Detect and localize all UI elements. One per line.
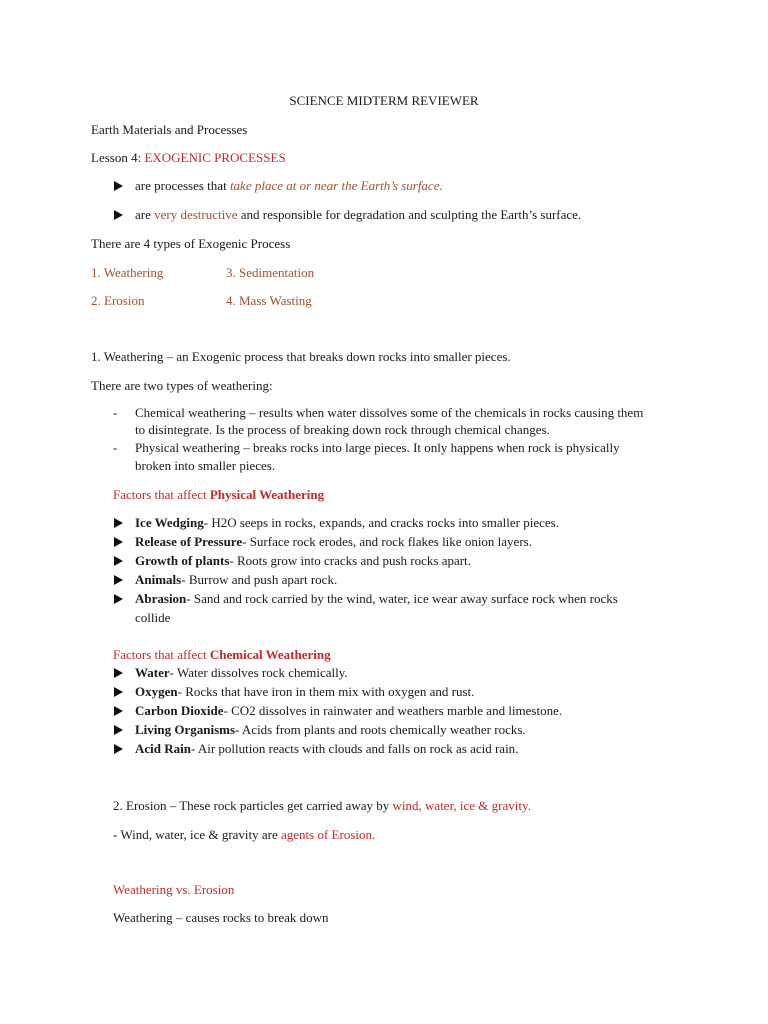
physical-factor (135, 552, 471, 569)
factor-term: Growth of plants (135, 553, 230, 568)
dash-marker: - (113, 405, 118, 420)
agents-text: - Wind, water, ice & gravity are (113, 827, 282, 842)
lesson-heading (91, 149, 286, 166)
physical-factor (135, 533, 532, 550)
two-types-intro: There are two types of weathering: (91, 378, 273, 393)
page-title: SCIENCE MIDTERM REVIEWER (289, 93, 479, 108)
intro-bullet-emphasis: very destructive (154, 207, 238, 222)
factor-term: Living Organisms (135, 722, 236, 737)
factor-term: Ice Wedging (135, 515, 204, 530)
factor-desc: - CO2 dissolves in rainwater and weathers marble and limestone. (223, 703, 563, 718)
bullet-arrow-icon (114, 594, 123, 604)
chemical-heading-prefix: Factors that affect (113, 647, 210, 662)
bullet-arrow-icon (114, 537, 123, 547)
factor-desc: - Surface rock erodes, and rock flakes like onion layers. (242, 534, 532, 549)
chemical-heading-bold: Chemical Weathering (209, 647, 331, 662)
type-item: 2. Erosion (91, 293, 145, 308)
factor-term: Water (135, 665, 170, 680)
factor-desc: - Rocks that have iron in them mix with oxygen and rust. (177, 684, 475, 699)
chemical-factor (135, 664, 348, 681)
factor-term: Release of Pressure (135, 534, 243, 549)
bullet-arrow-icon (114, 575, 123, 585)
physical-factor (135, 571, 337, 588)
factor-desc: - Sand and rock carried by the wind, water, ice wear away surface rock when rocks (186, 591, 618, 606)
physical-factor (135, 590, 618, 607)
subject-heading: Earth Materials and Processes (91, 122, 248, 137)
type-item: 4. Mass Wasting (226, 293, 312, 308)
bullet-arrow-icon (114, 687, 123, 697)
physical-heading-bold: Physical Weathering (209, 487, 325, 502)
factor-term: Abrasion (135, 591, 187, 606)
intro-bullet (135, 206, 581, 223)
factor-desc: - Water dissolves rock chemically. (169, 665, 348, 680)
chemical-heading (113, 646, 331, 663)
erosion-definition (113, 797, 531, 814)
chemical-factor (135, 702, 562, 719)
factor-desc: - Burrow and push apart rock. (181, 572, 338, 587)
bullet-arrow-icon (114, 668, 123, 678)
physical-factor (135, 514, 559, 531)
types-intro: There are 4 types of Exogenic Process (91, 236, 291, 251)
factor-term: Carbon Dioxide (135, 703, 224, 718)
type-item: 3. Sedimentation (226, 265, 315, 280)
bullet-arrow-icon (114, 706, 123, 716)
physical-heading-prefix: Factors that affect (113, 487, 210, 502)
dash-item-line: to disintegrate. Is the process of breaking down rock through chemical changes. (135, 422, 550, 437)
agents-line (113, 826, 375, 843)
physical-factor-continued: collide (135, 610, 171, 625)
weathering-definition: 1. Weathering – an Exogenic process that breaks down rocks into smaller pieces. (91, 349, 511, 364)
factor-desc: - Roots grow into cracks and push rocks apart. (229, 553, 471, 568)
dash-item-line: Physical weathering – breaks rocks into large pieces. It only happens when rock is physically (135, 440, 620, 455)
lesson-prefix: Lesson 4: (91, 150, 145, 165)
factor-term: Acid Rain (135, 741, 191, 756)
intro-bullet-text: and responsible for degradation and sculpting the Earth’s surface. (237, 207, 582, 222)
dash-marker: - (113, 440, 118, 455)
physical-heading (113, 486, 324, 503)
type-item: 1. Weathering (91, 265, 164, 280)
erosion-definition-text: 2. Erosion – These rock particles get carried away by (113, 798, 393, 813)
factor-term: Animals (135, 572, 182, 587)
dash-item-line: broken into smaller pieces. (135, 458, 276, 473)
lesson-name: EXOGENIC PROCESSES (144, 150, 286, 165)
bullet-arrow-icon (114, 556, 123, 566)
bullet-arrow-icon (114, 744, 123, 754)
chemical-factor (135, 721, 526, 738)
bullet-arrow-icon (114, 518, 123, 528)
bullet-arrow-icon (114, 181, 123, 191)
factor-desc: - Acids from plants and roots chemically weather rocks. (235, 722, 526, 737)
dash-item-line: Chemical weathering – results when water dissolves some of the chemicals in rocks causing them (135, 405, 644, 420)
factor-desc: - H2O seeps in rocks, expands, and cracks rocks into smaller pieces. (203, 515, 559, 530)
vs-heading: Weathering vs. Erosion (113, 882, 235, 897)
intro-bullet (135, 177, 443, 194)
bullet-arrow-icon (114, 210, 123, 220)
intro-bullet-text: are (135, 207, 155, 222)
intro-bullet-text: are processes that (135, 178, 230, 193)
agents-emphasis: agents of Erosion. (281, 827, 376, 842)
vs-line: Weathering – causes rocks to break down (113, 910, 329, 925)
intro-bullet-emphasis: take place at or near the Earth’s surface. (229, 178, 443, 193)
factor-term: Oxygen (135, 684, 178, 699)
factor-desc: - Air pollution reacts with clouds and falls on rock as acid rain. (190, 741, 519, 756)
chemical-factor (135, 740, 518, 757)
erosion-agents-emphasis: wind, water, ice & gravity. (392, 798, 531, 813)
bullet-arrow-icon (114, 725, 123, 735)
chemical-factor (135, 683, 474, 700)
